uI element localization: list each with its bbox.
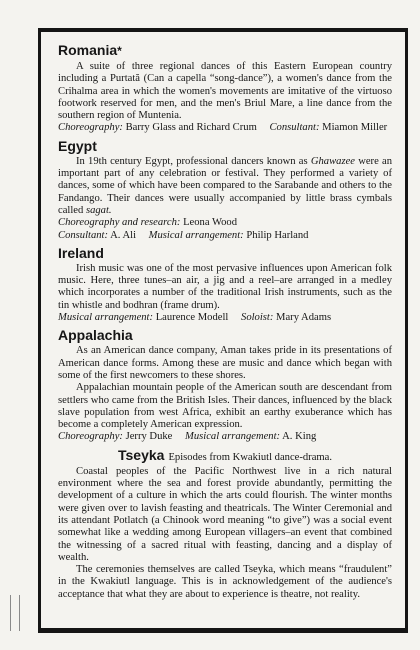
- section-paragraph: Coastal peoples of the Pacific Northwest live in a rich natural environment where the sea and forest provide abundantly, permitting the development of a culture in which the arts could flourish. The winter months were given over to lavish feasting and theatricals. The Winter Ceremonial and its attendant Potlatch (a Chinook word meaning “to give”) was a social event somewhat like a wedding among European villagers–an event that combined the witnessing of a sacred ritual with feasting, dancing and a display of wealth.: [58, 465, 392, 563]
- section-heading: Romania*: [58, 42, 122, 58]
- credit-role: Consultant:: [58, 229, 109, 241]
- credit-line: [58, 122, 392, 134]
- program-page: [38, 28, 408, 633]
- credit-name: Barry Glass and Richard Crum: [125, 122, 257, 134]
- section-paragraph: A suite of three regional dances of this Eastern European country including a Purtată (Can a capella “song-dance”), a women's dance from the Crihalma area in which the women's movements are imitative of the virtuoso footwork reserved for men, and the men's Briul Mare, a line dance from the southern region of Muntenia.: [58, 61, 392, 122]
- section-egypt: [58, 138, 392, 242]
- section-ireland: [58, 245, 392, 324]
- credit-role: Musical arrangement:: [148, 229, 244, 241]
- credit-name: A. King: [282, 431, 317, 443]
- section-appalachia: [58, 327, 392, 443]
- credit-role: Soloist:: [241, 312, 274, 324]
- italic-term: Ghawazee: [310, 155, 355, 167]
- credit-role: Musical arrangement:: [58, 312, 154, 324]
- section-heading: Ireland: [58, 244, 104, 261]
- credit-name: Jerry Duke: [125, 431, 173, 443]
- credit-name: A. Ali: [110, 229, 137, 241]
- credit-name: Leona Wood: [183, 217, 238, 229]
- asterisk-mark: *: [117, 44, 122, 58]
- section-romania: [58, 42, 392, 135]
- credit-name: Mary Adams: [276, 312, 332, 324]
- section-heading: Egypt: [58, 137, 97, 154]
- credit-role: Choreography and research:: [58, 217, 181, 229]
- credit-role: Choreography:: [58, 122, 123, 134]
- section-subheading: Episodes from Kwakiutl dance-drama.: [168, 451, 332, 463]
- credit-role: Musical arrangement:: [185, 431, 281, 443]
- credit-role: Consultant:: [269, 122, 320, 134]
- credit-line: [58, 230, 392, 242]
- section-paragraph: Appalachian mountain people of the American south are descendant from settlers who came from the British Isles. Their dances, influenced by the black slave population from west Africa, exhibit an earthy exuberance which has become a completely American expression.: [58, 382, 392, 431]
- section-heading: Appalachia: [58, 327, 133, 344]
- section-paragraph: The ceremonies themselves are called Tseyka, which means “fraudulent” in the Kwakiutl language. This is in acknowledgement of the audience's acceptance that what they are about to experience is theatre, not reality.: [58, 564, 392, 600]
- credit-line: [58, 312, 392, 324]
- credit-name: Miamon Miller: [322, 122, 388, 134]
- credit-line: [58, 431, 392, 443]
- page-edge-mark: [10, 595, 20, 631]
- credit-role: Choreography:: [58, 431, 123, 443]
- section-heading: Tseyka: [117, 446, 165, 463]
- credit-line: [58, 217, 392, 229]
- section-paragraph: Irish music was one of the most pervasive influences upon American folk music. Here, three tunes–an air, a jig and a reel–are arranged in a medley which incorporates a number of the traditional Irish instruments, such as the tin whistle and bodhran (frame drum).: [58, 262, 392, 311]
- section-paragraph: In 19th century Egypt, professional dancers known as Ghawazee were an important part of any celebration or festival. They performed a variety of dances, some of which have been compared to the Sarabande and others to the Fandango. Their dances were usually accompanied by little brass cymbals called sagat.: [58, 155, 392, 216]
- italic-term: sagat.: [85, 204, 112, 216]
- section-paragraph: As an American dance company, Aman takes pride in its presentations of American dance forms. Among these are music and dance which began with some of the first newcomers to these shores.: [58, 345, 392, 381]
- tseyka-heading-row: [58, 447, 392, 465]
- credit-name: Philip Harland: [246, 229, 309, 241]
- section-tseyka: [58, 447, 392, 601]
- credit-name: Laurence Modell: [155, 312, 229, 324]
